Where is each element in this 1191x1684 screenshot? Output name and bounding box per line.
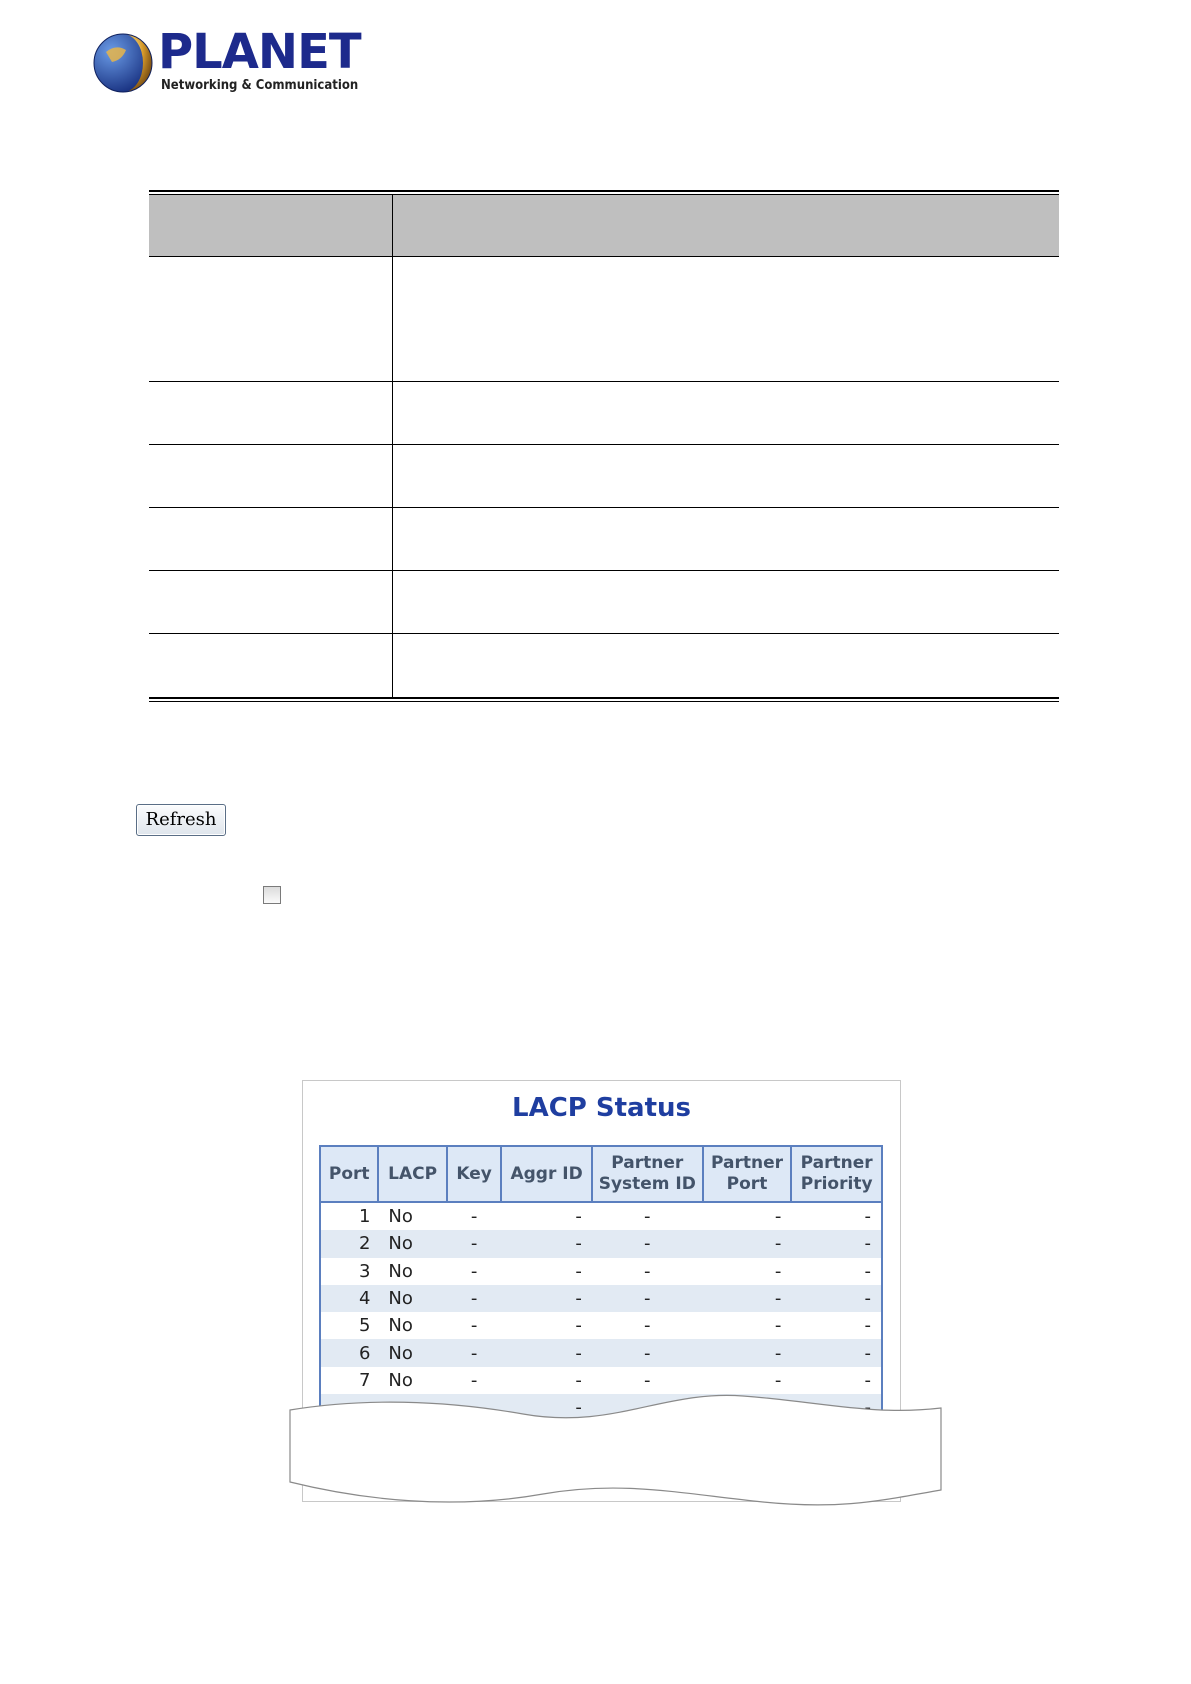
table-row — [320, 1339, 882, 1366]
column-divider — [392, 195, 393, 697]
table-row — [320, 1285, 882, 1312]
lacp-status-table — [319, 1145, 883, 1423]
col-port-header: Port — [320, 1146, 378, 1202]
lacp-status-title: LACP Status — [512, 1093, 691, 1123]
key-cell: - — [447, 1258, 501, 1285]
partner-system-id-cell: - — [592, 1285, 703, 1312]
col-partner-system-id-header: Partner System ID — [592, 1146, 703, 1202]
port-cell: 6 — [320, 1339, 378, 1366]
table-row — [149, 382, 1059, 445]
key-cell: - — [447, 1367, 501, 1394]
key-cell: - — [447, 1230, 501, 1257]
partner-port-cell: - — [703, 1230, 792, 1257]
partner-priority-cell: - — [791, 1230, 882, 1257]
aggr-id-cell: - — [501, 1394, 592, 1422]
port-cell: 2 — [320, 1230, 378, 1257]
table-row — [149, 445, 1059, 508]
table-row — [320, 1258, 882, 1285]
aggr-id-cell: - — [501, 1285, 592, 1312]
aggr-id-cell: - — [501, 1258, 592, 1285]
col-aggr-id-header: Aggr ID — [501, 1146, 592, 1202]
key-cell: - — [447, 1202, 501, 1230]
port-cell: 3 — [320, 1258, 378, 1285]
port-cell: 5 — [320, 1312, 378, 1339]
table-row — [320, 1202, 882, 1230]
lacp-cell: No — [378, 1285, 446, 1312]
port-cell: 1 — [320, 1202, 378, 1230]
partner-port-cell: - — [703, 1367, 792, 1394]
table-row — [149, 634, 1059, 697]
partner-system-id-cell: - — [592, 1202, 703, 1230]
partner-system-id-cell: - — [592, 1230, 703, 1257]
table-header-row — [149, 195, 1059, 257]
lacp-cell: No — [378, 1312, 446, 1339]
brand-tagline: Networking & Communication — [161, 78, 359, 93]
table-row — [320, 1312, 882, 1339]
partner-system-id-cell: - — [592, 1339, 703, 1366]
aggr-id-cell: - — [501, 1202, 592, 1230]
lacp-cell: No — [378, 1202, 446, 1230]
partner-priority-cell: - — [791, 1367, 882, 1394]
partner-system-id-cell: - — [592, 1312, 703, 1339]
aggr-id-cell: - — [501, 1230, 592, 1257]
table-row — [149, 508, 1059, 571]
lacp-cell: No — [378, 1230, 446, 1257]
brand-name: PLANET — [158, 24, 361, 80]
partner-priority-cell: - — [791, 1394, 882, 1422]
partner-system-id-cell: - — [592, 1258, 703, 1285]
col-key-header: Key — [447, 1146, 501, 1202]
aggr-id-cell: - — [501, 1367, 592, 1394]
auto-refresh-checkbox[interactable] — [263, 886, 281, 904]
partner-port-cell: - — [703, 1285, 792, 1312]
refresh-button[interactable]: Refresh — [136, 804, 226, 836]
partner-priority-cell: - — [791, 1258, 882, 1285]
parameter-description-table — [149, 190, 1059, 702]
key-cell: - — [447, 1312, 501, 1339]
table-row — [149, 257, 1059, 382]
partner-port-cell: - — [703, 1258, 792, 1285]
table-bottom-rule — [149, 697, 1059, 702]
planet-logo — [92, 24, 361, 100]
partner-priority-cell: - — [791, 1312, 882, 1339]
port-cell: 4 — [320, 1285, 378, 1312]
lacp-cell: No — [378, 1367, 446, 1394]
partner-system-id-cell: - — [592, 1367, 703, 1394]
port-cell: 7 — [320, 1367, 378, 1394]
partner-priority-cell: - — [791, 1339, 882, 1366]
lacp-cell: No — [378, 1258, 446, 1285]
aggr-id-cell: - — [501, 1312, 592, 1339]
partner-port-cell: - — [703, 1339, 792, 1366]
table-row — [320, 1230, 882, 1257]
col-partner-priority-header: Partner Priority — [791, 1146, 882, 1202]
col-partner-port-header: Partner Port — [703, 1146, 792, 1202]
key-cell: - — [447, 1339, 501, 1366]
aggr-id-cell: - — [501, 1339, 592, 1366]
partner-priority-cell: - — [791, 1202, 882, 1230]
lacp-header-row — [320, 1146, 882, 1202]
lacp-cell: No — [378, 1339, 446, 1366]
key-cell: - — [447, 1285, 501, 1312]
torn-paper-overlay — [283, 1390, 943, 1510]
globe-logo-icon — [92, 32, 154, 94]
table-row — [149, 571, 1059, 634]
partner-port-cell: - — [703, 1312, 792, 1339]
col-lacp-header: LACP — [378, 1146, 446, 1202]
partner-priority-cell: - — [791, 1285, 882, 1312]
partner-port-cell: - — [703, 1202, 792, 1230]
